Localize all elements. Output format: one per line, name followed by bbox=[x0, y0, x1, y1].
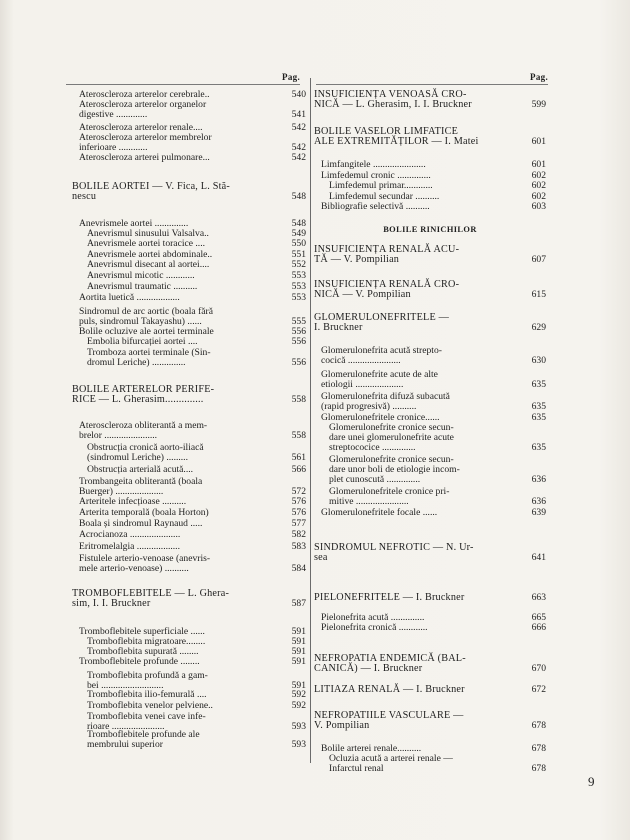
toc-entry-title: Obstrucția arterială acută.... bbox=[87, 464, 194, 475]
toc-entry-title: Ateroscleroza arterei pulmonare... bbox=[79, 152, 210, 163]
toc-entry-title: Pielonefrita acută .............. bbox=[321, 612, 425, 623]
toc-section bbox=[72, 182, 306, 202]
toc-section bbox=[72, 385, 306, 405]
toc-entry-page-number: 636 bbox=[531, 474, 546, 485]
toc-entry-page-number: 630 bbox=[531, 355, 546, 366]
toc-entry-page-number: 583 bbox=[291, 541, 306, 552]
toc-entry-page-number: 566 bbox=[291, 464, 306, 475]
toc-entry bbox=[72, 497, 306, 507]
toc-entry-title: Ateroscleroza arterelor renale.... bbox=[79, 122, 203, 133]
toc-section bbox=[314, 245, 546, 265]
toc-entry-title: Bolile ocluzive ale aortei terminale bbox=[79, 326, 214, 337]
toc-entry-title: Glomerulonefrite cronice secun- dare unor boli de etiologie incom- plet cunoscută .............. bbox=[329, 454, 460, 485]
toc-entry-title: Tromboflebita venei cave infe- rioare ...................... bbox=[87, 711, 206, 732]
toc-entry-page-number: 607 bbox=[531, 254, 546, 265]
toc-entry-page-number: 556 bbox=[291, 336, 306, 347]
toc-entry bbox=[72, 542, 306, 552]
toc-entry bbox=[72, 100, 306, 120]
toc-entry bbox=[72, 337, 306, 347]
toc-entry bbox=[72, 477, 306, 497]
toc-entry-page-number: 593 bbox=[291, 739, 306, 750]
toc-entry bbox=[72, 239, 306, 249]
toc-entry-title: Anevrismele aortei toracice .... bbox=[87, 238, 206, 249]
toc-entry-page-number: 601 bbox=[531, 136, 546, 147]
toc-entry-title: Ateroscleroza arterelor organelor digestive ............. bbox=[79, 99, 207, 120]
toc-entry-title: Ateroscleroza arterelor cerebrale.. bbox=[79, 89, 210, 100]
toc-entry-page-number: 584 bbox=[291, 563, 306, 574]
toc-entry-page-number: 552 bbox=[291, 259, 306, 270]
toc-entry-title: INSUFICIENȚA RENALĂ ACU- TĂ — V. Pompilian bbox=[314, 244, 460, 265]
toc-section bbox=[314, 280, 546, 300]
toc-entry-page-number: 541 bbox=[291, 109, 306, 120]
toc-entry-page-number: 542 bbox=[291, 152, 306, 163]
toc-entry-title: Arterita temporală (boala Horton) bbox=[79, 507, 209, 518]
column-divider bbox=[310, 78, 311, 763]
toc-entry bbox=[72, 421, 306, 441]
toc-entry-page-number: 540 bbox=[291, 89, 306, 100]
toc-entry-page-number: 550 bbox=[291, 238, 306, 249]
toc-entry-page-number: 678 bbox=[531, 763, 546, 774]
toc-entry-title: Anevrismul traumatic .......... bbox=[87, 281, 198, 292]
toc-entry-title: BOLILE RINICHILOR bbox=[383, 225, 477, 234]
toc-entry-title: NEFROPATIILE VASCULARE — V. Pompilian bbox=[314, 710, 464, 731]
toc-entry-page-number: 549 bbox=[291, 228, 306, 239]
toc-entry-page-number: 553 bbox=[291, 292, 306, 303]
toc-entry-title: Aortita luetică .................. bbox=[79, 292, 180, 303]
toc-entry bbox=[314, 181, 546, 191]
toc-entry-title: Tromboflebita migratoare........ bbox=[87, 636, 206, 647]
toc-entry-page-number: 561 bbox=[291, 452, 306, 463]
toc-entry-title: INSUFICIENȚA VENOASĂ CRO- NICĂ — L. Gherasim, I. I. Bruckner bbox=[314, 89, 472, 110]
toc-entry-page-number: 591 bbox=[291, 626, 306, 637]
toc-entry-page-number: 602 bbox=[531, 170, 546, 181]
toc-entry-page-number: 635 bbox=[531, 412, 546, 423]
toc-entry bbox=[72, 657, 306, 667]
toc-entry bbox=[314, 160, 546, 170]
toc-entry-page-number: 558 bbox=[291, 394, 306, 405]
toc-entry-title: BOLILE ARTERELOR PERIFE- RICE — L. Gherasim.............. bbox=[72, 384, 215, 405]
toc-entry-title: Tromboflebitele superficiale ...... bbox=[79, 626, 205, 637]
toc-entry-page-number: 591 bbox=[291, 646, 306, 657]
toc-entry-title: Limfedemul primar............ bbox=[329, 180, 433, 191]
toc-entry bbox=[72, 271, 306, 281]
toc-entry bbox=[72, 554, 306, 574]
toc-entry-page-number: 601 bbox=[531, 159, 546, 170]
toc-entry-page-number: 591 bbox=[291, 680, 306, 691]
toc-entry-page-number: 641 bbox=[531, 552, 546, 563]
toc-section bbox=[314, 543, 546, 563]
toc-entry bbox=[72, 348, 306, 368]
toc-entry-title: Anevrismul sinusului Valsalva.. bbox=[87, 228, 209, 239]
toc-entry bbox=[314, 455, 546, 485]
toc-entry-title: Glomerulonefritele cronice pri- mitive ...................... bbox=[329, 486, 450, 507]
toc-entry-page-number: 593 bbox=[291, 721, 306, 732]
toc-entry bbox=[72, 690, 306, 700]
toc-entry-page-number: 636 bbox=[531, 496, 546, 507]
toc-entry bbox=[72, 282, 306, 292]
toc-section bbox=[314, 313, 546, 333]
toc-entry-page-number: 639 bbox=[531, 507, 546, 518]
toc-entry-title: Tromboflebita ilio-femurală .... bbox=[87, 689, 207, 700]
toc-entry-title: Arteritele infecțioase .......... bbox=[79, 496, 187, 507]
page-header-label: Pag. bbox=[316, 72, 548, 85]
toc-section bbox=[314, 654, 546, 674]
toc-section bbox=[314, 711, 546, 731]
toc-entry-page-number: 635 bbox=[531, 442, 546, 453]
toc-entry bbox=[72, 307, 306, 327]
toc-entry-page-number: 602 bbox=[531, 180, 546, 191]
toc-entry-title: Tromboflebita supurată ........ bbox=[87, 646, 199, 657]
toc-entry-page-number: 592 bbox=[291, 689, 306, 700]
toc-entry-page-number: 665 bbox=[531, 612, 546, 623]
toc-entry-page-number: 576 bbox=[291, 496, 306, 507]
page-number: 9 bbox=[588, 774, 595, 789]
toc-entry bbox=[72, 465, 306, 475]
toc-entry-page-number: 553 bbox=[291, 270, 306, 281]
toc-entry-title: Glomerulonefrite cronice secun- dare unei glomerulonefrite acute streptococice .............. bbox=[329, 422, 454, 453]
toc-section bbox=[72, 589, 306, 609]
toc-entry-title: Glomerulonefrita difuză subacută (rapid progresivă) .......... bbox=[321, 391, 450, 412]
toc-entry bbox=[72, 443, 306, 463]
toc-entry-page-number: 582 bbox=[291, 529, 306, 540]
toc-entry-page-number: 602 bbox=[531, 191, 546, 202]
toc-entry-title: Embolia bifurcației aortei .... bbox=[87, 336, 198, 347]
toc-section bbox=[314, 127, 546, 147]
toc-entry-title: Ateroscleroza arterelor membrelor inferioare ............ bbox=[79, 132, 212, 153]
toc-section bbox=[314, 685, 546, 695]
toc-entry bbox=[72, 519, 306, 529]
toc-entry-title: Tromboflebitele profunde ale membrului superior bbox=[87, 729, 200, 750]
toc-entry bbox=[314, 370, 546, 390]
toc-entry-page-number: 548 bbox=[291, 218, 306, 229]
toc-entry bbox=[72, 133, 306, 153]
toc-entry-page-number: 615 bbox=[531, 289, 546, 300]
right-column bbox=[314, 0, 546, 840]
toc-entry-page-number: 678 bbox=[531, 743, 546, 754]
toc-entry-title: Glomerulonefritele focale ...... bbox=[321, 507, 438, 518]
toc-entry-page-number: 635 bbox=[531, 401, 546, 412]
toc-entry bbox=[72, 730, 306, 750]
toc-entry-page-number: 678 bbox=[531, 720, 546, 731]
toc-entry-page-number: 663 bbox=[531, 592, 546, 603]
toc-entry-title: GLOMERULONEFRITELE — I. Bruckner bbox=[314, 312, 450, 333]
toc-entry-title: Tromboza aortei terminale (Sin- dromul Leriche) .............. bbox=[87, 347, 211, 368]
toc-entry-page-number: 542 bbox=[291, 122, 306, 133]
toc-entry-title: Anevrismele aortei .............. bbox=[79, 218, 189, 229]
toc-entry-title: INSUFICIENȚA RENALĂ CRO- NICĂ — V. Pompilian bbox=[314, 279, 460, 300]
toc-entry-title: Anevrismele aortei abdominale.. bbox=[87, 249, 213, 260]
toc-entry-title: Trombangeita obliterantă (boala Buerger) .................... bbox=[79, 476, 203, 497]
toc-entry-title: Limfedemul cronic .............. bbox=[321, 170, 431, 181]
toc-entry bbox=[314, 423, 546, 453]
toc-entry-page-number: 556 bbox=[291, 357, 306, 368]
toc-entry-title: Eritromelalgia .................. bbox=[79, 541, 180, 552]
toc-section bbox=[314, 90, 546, 110]
toc-entry bbox=[72, 671, 306, 691]
toc-entry-page-number: 577 bbox=[291, 518, 306, 529]
toc-entry-page-number: 592 bbox=[291, 700, 306, 711]
toc-entry bbox=[314, 508, 546, 518]
toc-entry bbox=[72, 153, 306, 163]
toc-entry-title: Bibliografie selectivă .......... bbox=[321, 201, 430, 212]
toc-entry-title: Anevrismul disecant al aortei.... bbox=[87, 259, 210, 270]
toc-entry-title: Acrocianoza ..................... bbox=[79, 529, 181, 540]
toc-entry bbox=[72, 530, 306, 540]
page-header-label: Pag. bbox=[66, 72, 300, 85]
toc-entry bbox=[72, 508, 306, 518]
toc-entry-page-number: 670 bbox=[531, 663, 546, 674]
toc-entry-title: Tromboflebita profundă a gam- bei .......................... bbox=[87, 670, 208, 691]
toc-entry-title: Ateroscleroza obliterantă a mem- brelor ...................... bbox=[79, 420, 208, 441]
toc-entry-page-number: 553 bbox=[291, 281, 306, 292]
toc-entry bbox=[314, 754, 546, 774]
toc-entry bbox=[314, 346, 546, 366]
toc-entry bbox=[314, 202, 546, 212]
toc-entry-title: BOLILE AORTEI — V. Fica, L. Stă- nescu bbox=[72, 181, 230, 202]
toc-entry-title: Anevrismul micotic ............ bbox=[87, 270, 195, 281]
toc-entry-title: Pielonefrita cronică ............ bbox=[321, 622, 428, 633]
toc-entry-title: Bolile arterei renale.......... bbox=[321, 743, 422, 754]
toc-entry-title: Glomerulonefritele cronice...... bbox=[321, 412, 440, 423]
toc-entry-page-number: 587 bbox=[291, 598, 306, 609]
toc-entry-page-number: 599 bbox=[531, 99, 546, 110]
toc-entry-page-number: 629 bbox=[531, 322, 546, 333]
toc-entry bbox=[72, 260, 306, 270]
toc-entry-page-number: 591 bbox=[291, 656, 306, 667]
toc-entry-title: Tromboflebita venelor pelviene.. bbox=[87, 700, 213, 711]
toc-entry bbox=[314, 487, 546, 507]
toc-entry-title: Ocluzia acută a arterei renale — Infarctul renal bbox=[329, 753, 453, 774]
toc-entry-page-number: 542 bbox=[291, 142, 306, 153]
toc-entry-page-number: 666 bbox=[531, 622, 546, 633]
toc-entry-title: PIELONEFRITELE — I. Bruckner bbox=[314, 592, 465, 603]
toc-entry-title: TROMBOFLEBITELE — L. Ghera- sim, I. I. Bruckner bbox=[72, 588, 230, 609]
toc-entry-page-number: 556 bbox=[291, 326, 306, 337]
toc-entry-page-number: 603 bbox=[531, 201, 546, 212]
toc-entry-title: BOLILE VASELOR LIMFATICE ALE EXTREMITĂȚILOR — I. Matei bbox=[314, 126, 479, 147]
toc-entry-title: Limfedemul secundar .......... bbox=[329, 191, 440, 202]
toc-entry bbox=[72, 293, 306, 303]
toc-entry bbox=[72, 701, 306, 711]
toc-entry-page-number: 591 bbox=[291, 636, 306, 647]
toc-entry-title: SINDROMUL NEFROTIC — N. Ur- sea bbox=[314, 542, 474, 563]
toc-entry-title: Obstrucția cronică aorto-iliacă (sindromul Leriche) ......... bbox=[87, 442, 204, 463]
toc-entry-page-number: 635 bbox=[531, 379, 546, 390]
toc-entry-title: Boala și sindromul Raynaud ..... bbox=[79, 518, 203, 529]
toc-entry-title: NEFROPATIA ENDEMICĂ (BAL- CANICĂ) — I. Bruckner bbox=[314, 653, 466, 674]
toc-entry-title: Fistulele arterio-venoase (anevris- mele arterio-venoase) .......... bbox=[79, 553, 211, 574]
toc-section bbox=[314, 593, 546, 603]
toc-entry bbox=[314, 623, 546, 633]
toc-entry-title: Glomerulonefrita acută strepto- cocică ...................... bbox=[321, 345, 442, 366]
toc-entry bbox=[314, 392, 546, 412]
left-column bbox=[72, 0, 306, 840]
toc-entry-page-number: 548 bbox=[291, 191, 306, 202]
toc-entry-page-number: 558 bbox=[291, 430, 306, 441]
toc-entry-title: LITIAZA RENALĂ — I. Bruckner bbox=[314, 684, 465, 695]
toc-entry-page-number: 672 bbox=[531, 684, 546, 695]
toc-entry-title: Limfangitele ...................... bbox=[321, 159, 426, 170]
toc-entry-page-number: 576 bbox=[291, 507, 306, 518]
toc-entry-title: Tromboflebitele profunde ........ bbox=[79, 656, 200, 667]
toc-subheading bbox=[314, 225, 546, 235]
toc-entry-page-number: 551 bbox=[291, 249, 306, 260]
toc-entry-title: Glomerulonefrite acute de alte etiologii .................... bbox=[321, 369, 438, 390]
toc-entry-title: Sindromul de arc aortic (boala fără puls, sindromul Takayashu) ...... bbox=[79, 306, 213, 327]
toc-entry-page-number: 555 bbox=[291, 316, 306, 327]
toc-entry-page-number: 572 bbox=[291, 486, 306, 497]
